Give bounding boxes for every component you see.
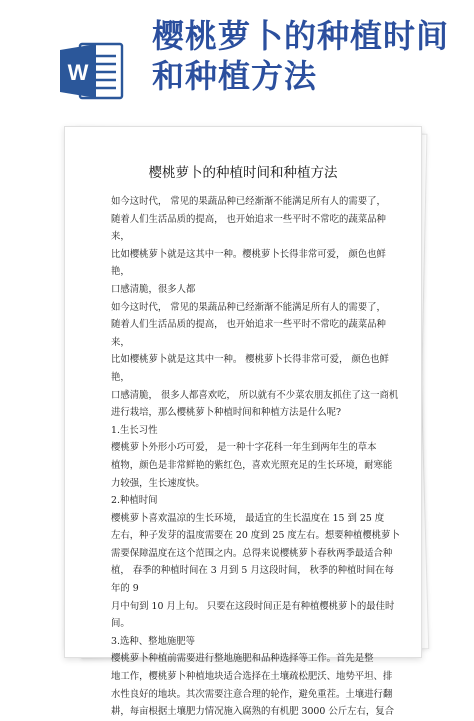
section-heading: 1.生长习性 [111,424,158,436]
body-line: 口感清脆，很多人都 [111,283,196,295]
body-line: 口感清脆， 很多人都喜欢吃， 所以就有不少菜农朋友抓住了这一商机 [111,389,399,401]
body-line: 比如樱桃萝卜就是这其中一种。 樱桃萝卜长得非常可爱， 颜色也鲜艳， [111,354,389,383]
section-heading: 2.种植时间 [111,495,158,507]
body-line: 力较强，生长速度快。 [111,477,205,489]
body-line: 植物，颜色是非常鲜艳的紫红色，喜欢光照充足的生长环境，耐寒能 [111,459,393,471]
word-logo-letter: W [67,60,89,85]
body-line: 需要保障温度在这个范围之内。总得来说樱桃萝卜春秋两季最适合种 [111,547,393,559]
body-line: 植， 春季的种植时间在 3 月到 5 月这段时间， 秋季的种植时间在每年的 9 [111,565,394,595]
banner-title: 樱桃萝卜的种植时间和种植方法 [152,17,450,95]
banner [0,0,474,120]
section-heading: 3.选种、整地施肥等 [111,635,195,647]
word-document-icon [58,40,124,102]
body-line: 樱桃萝卜喜欢温凉的生长环境， 最适宜的生长温度在 15 到 25 度 [111,512,385,524]
body-line: 地工作，樱桃萝卜种植地块适合选择在土壤疏松肥沃、地势平坦、排 [111,671,393,683]
body-line: 耕，每亩根据土壤肥力情况施入腐熟的有机肥 3000 公斤左右，复合 [111,706,394,718]
document-page [64,126,422,718]
body-line: 进行栽培，那么樱桃萝卜种植时间和种植方法是什么呢? [111,407,342,419]
document-body [111,193,401,721]
body-line: 随着人们生活品质的提高， 也开始追求一些平时不常吃的蔬菜品种来， [111,213,386,243]
body-line: 如今这时代， 常见的果蔬品种已经渐渐不能满足所有人的需要了， [111,301,386,313]
body-line: 比如樱桃萝卜就是这其中一种。樱桃萝卜长得非常可爱， 颜色也鲜艳， [111,248,386,278]
body-line: 随着人们生活品质的提高， 也开始追求一些平时不常吃的蔬菜品种来， [111,319,386,348]
body-line: 月中旬到 10 月上旬。 只要在这段时间正是有种植樱桃萝卜的最佳时间。 [111,600,395,630]
body-line: 左右，种子发芽的温度需要在 20 度到 25 度左右。想要种植樱桃萝卜 [111,530,400,542]
document-title: 樱桃萝卜的种植时间和种植方法 [148,165,338,181]
body-line: 如今这时代， 常见的果蔬品种已经渐渐不能满足所有人的需要了， [111,196,386,207]
body-line: 樱桃萝卜种植前需要进行整地施肥和品种选择等工作。首先是整 [111,653,374,665]
body-line: 樱桃萝卜外形小巧可爱， 是一种十字花科一年生到两年生的草本 [111,442,377,454]
body-line: 水性良好的地块。其次需要注意合理的轮作，避免重茬。土壤进行翻 [111,688,393,700]
